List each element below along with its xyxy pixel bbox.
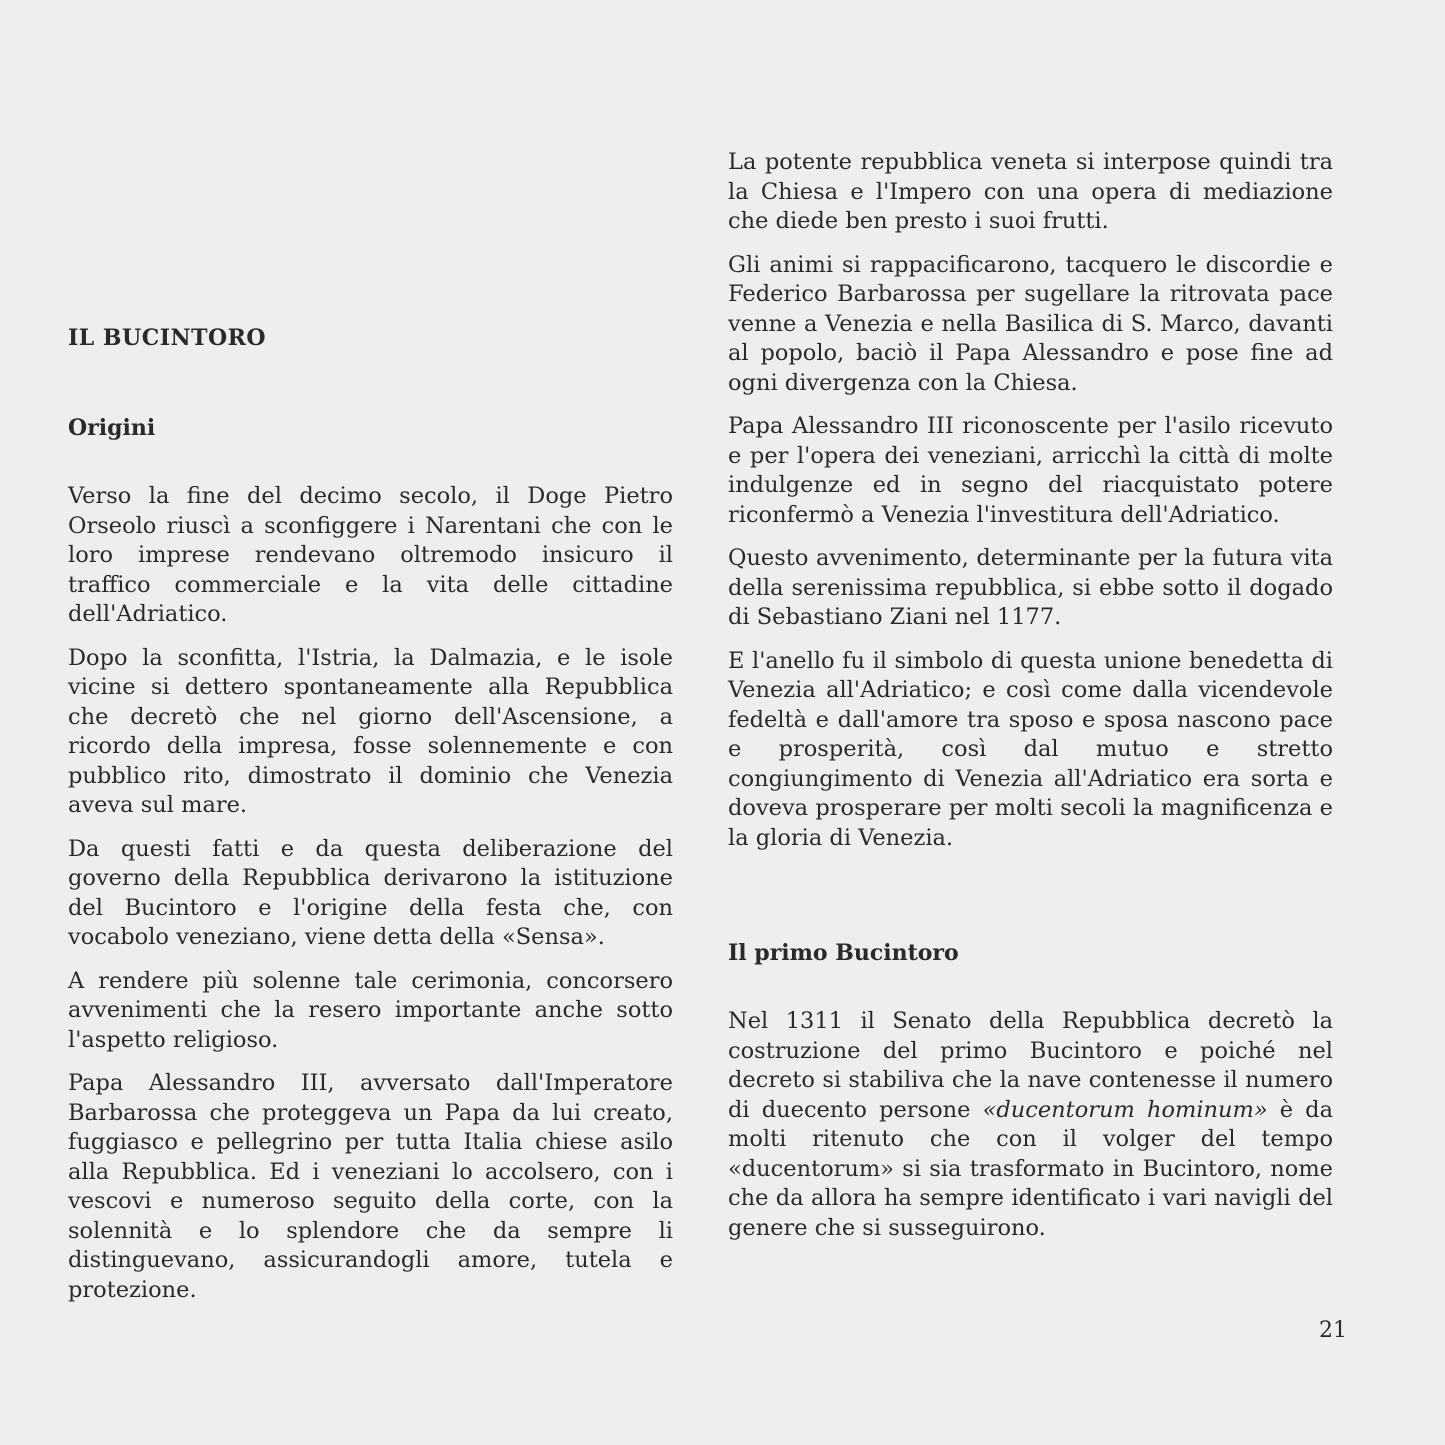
paragraph: Papa Alessandro III riconoscente per l'asilo ricevuto e per l'opera dei veneziani, arricchì la città di molte indulgenze ed in segno del riacquistato potere riconfermò a Venezia l'investitura dell'Adriatico. [728,413,1333,528]
text-span: Nel 1311 il Senato della Repubblica decretò la costruzione del primo Bucintoro e poiché nel decreto si stabiliva che la nave contenesse il numero di duecento persone [728,1008,1333,1123]
chapter-title: IL BUCINTORO [68,325,267,351]
latin-phrase: «ducentorum hominum» [982,1096,1268,1123]
right-column [728,148,1333,1257]
paragraph: Gli animi si rappacificarono, tacquero le discordie e Federico Barbarossa per sugellare la ritrovata pace venne a Venezia e nella Basilica di S. Marco, davanti al popolo, baciò il Papa Alessandro e pose fine ad ogni divergenza con la Chiesa. [728,251,1333,396]
left-column [68,320,673,1319]
paragraph: Papa Alessandro III, avversato dall'Imperatore Barbarossa che proteggeva un Papa da lui creato, fuggiasco e pellegrino per tutta Italia chiese asilo alla Repubblica. Ed i veneziani lo accolsero, con i vescovi e numeroso seguito della corte, con la solennità e lo splendore che da sempre li distinguevano, assicurandogli amore, tutela e protezione. [68,1070,673,1303]
text-span: è da molti ritenuto che con il volger del tempo «ducentorum» si sia trasformato in Bucintoro, nome che da allora ha sempre identificato i vari navigli del genere che si susseguirono. [728,1096,1334,1241]
paragraph: Questo avvenimento, determinante per la futura vita della serenissima repubblica, si ebbe sotto il dogado di Sebastiano Ziani nel 1177. [728,545,1333,630]
paragraph: Verso la fine del decimo secolo, il Doge Pietro Orseolo riuscì a sconfiggere i Narentani che con le loro imprese rendevano oltremodo insicuro il traffico commerciale e la vita delle cittadine dell'Adriatico. [68,483,673,627]
paragraph: Dopo la sconfitta, l'Istria, la Dalmazia, e le isole vicine si dettero spontaneamente alla Repubblica che decretò che nel giorno dell'Ascensione, a ricordo della impresa, fosse solennemente e con pubblico rito, dimostrato il dominio che Venezia aveva sul mare. [68,644,673,818]
paragraph: E l'anello fu il simbolo di questa unione benedetta di Venezia all'Adriatico; e così come dalla vicendevole fedeltà e dall'amore tra sposo e sposa nascono pace e prosperità, così dal mutuo e stretto congiungimento di Venezia all'Adriatico era sorta e doveva prosperare per molti secoli la magnificenza e la gloria di Venezia. [728,647,1333,851]
section-title-origini: Origini [68,415,156,441]
section-title-primo-bucintoro: Il primo Bucintoro [728,940,959,966]
paragraph: La potente repubblica veneta si interpose quindi tra la Chiesa e l'Impero con una opera di mediazione che diede ben presto i suoi frutti. [728,149,1333,234]
paragraph-primo-bucintoro [728,1007,1333,1243]
page-number: 21 [1319,1318,1347,1343]
paragraph: A rendere più solenne tale cerimonia, concorsero avvenimenti che la resero importante anche sotto l'aspetto religioso. [68,967,673,1053]
paragraph: Da questi fatti e da questa deliberazione del governo della Repubblica derivarono la istituzione del Bucintoro e l'origine della festa che, con vocabolo veneziano, viene detta della «Sensa». [68,835,673,950]
